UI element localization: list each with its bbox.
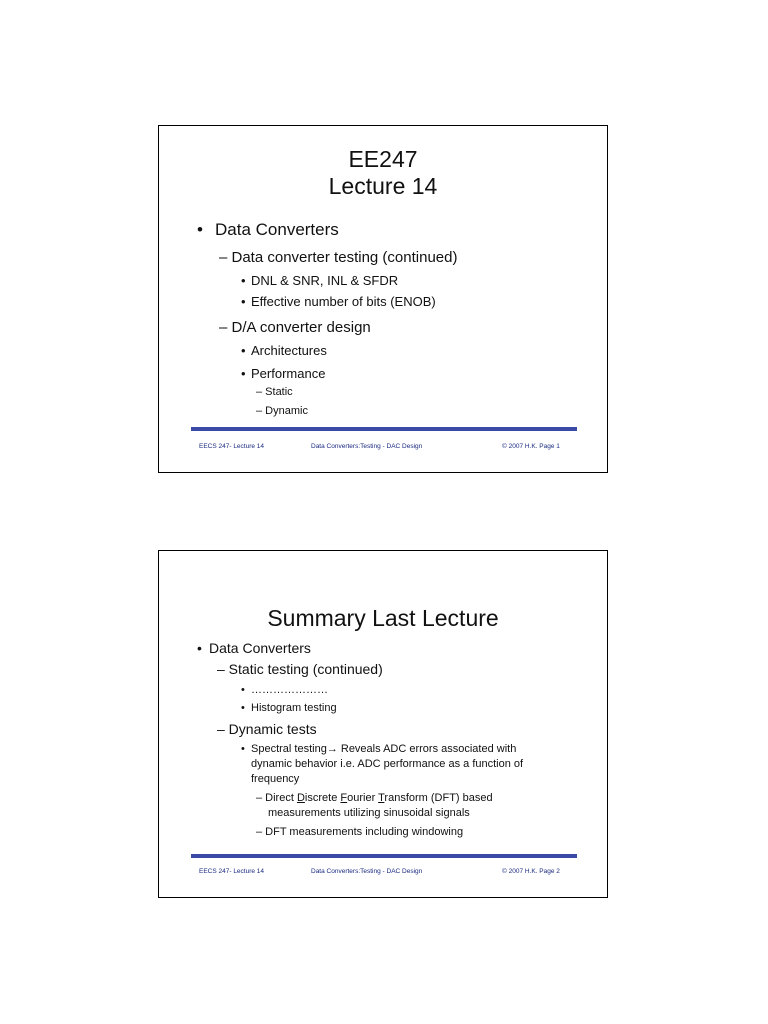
footer-rule [191,854,577,858]
list-item-static: – Static [256,386,293,398]
slide-title-line1: EE247 [348,146,418,172]
bullet-marker: • [241,273,246,288]
sub-bullet-dynamic: – Dynamic tests [217,721,317,737]
main-bullet: Data Converters [215,220,339,239]
list-item-performance: Performance [251,366,326,381]
list-item-enob: Effective number of bits (ENOB) [251,294,436,309]
bullet-marker: • [241,684,245,696]
footer-topic: Data Converters:Testing - DAC Design [311,868,423,875]
list-item-spectral-line3: frequency [251,773,300,785]
footer-rule [191,427,577,431]
list-item-dynamic: – Dynamic [256,405,308,417]
bullet-marker: • [241,294,246,309]
bullet-marker: • [241,366,246,381]
footer-topic: Data Converters:Testing - DAC Design [311,443,423,450]
bullet-marker: • [197,640,202,656]
bullet-marker: • [241,743,245,755]
list-item-architectures: Architectures [251,343,327,358]
footer-course: EECS 247- Lecture 14 [199,868,265,875]
list-item-dnl: DNL & SNR, INL & SFDR [251,273,399,288]
list-item-dft-windowing: – DFT measurements including windowing [256,826,464,838]
list-item-spectral-line2: dynamic behavior i.e. ADC performance as a function of [251,758,524,770]
list-item-dft-line2: measurements utilizing sinusoidal signals [268,807,470,819]
sub-bullet-testing: – Data converter testing (continued) [219,249,458,266]
footer-page: © 2007 H.K. Page 1 [502,443,560,450]
bullet-marker: • [197,220,203,239]
slide-2 [158,550,608,898]
sub-bullet-dac: – D/A converter design [219,319,371,336]
list-item-spectral-line1: Spectral testing→ Reveals ADC errors associated with [251,743,517,755]
list-item-dft-line1: – Direct Discrete Fourier Transform (DFT) based [256,792,493,804]
bullet-marker: • [241,702,245,714]
main-bullet: Data Converters [209,640,311,656]
slide-title: Summary Last Lecture [267,605,499,631]
footer-page: © 2007 H.K. Page 2 [502,868,560,875]
list-item-histogram: Histogram testing [251,702,337,714]
bullet-marker: • [241,343,246,358]
list-item-ellipsis: ………………… [251,684,328,696]
slide-title-line2: Lecture 14 [328,173,438,199]
slide-1 [158,125,608,473]
footer-course: EECS 247- Lecture 14 [199,443,265,450]
sub-bullet-static: – Static testing (continued) [217,661,383,677]
